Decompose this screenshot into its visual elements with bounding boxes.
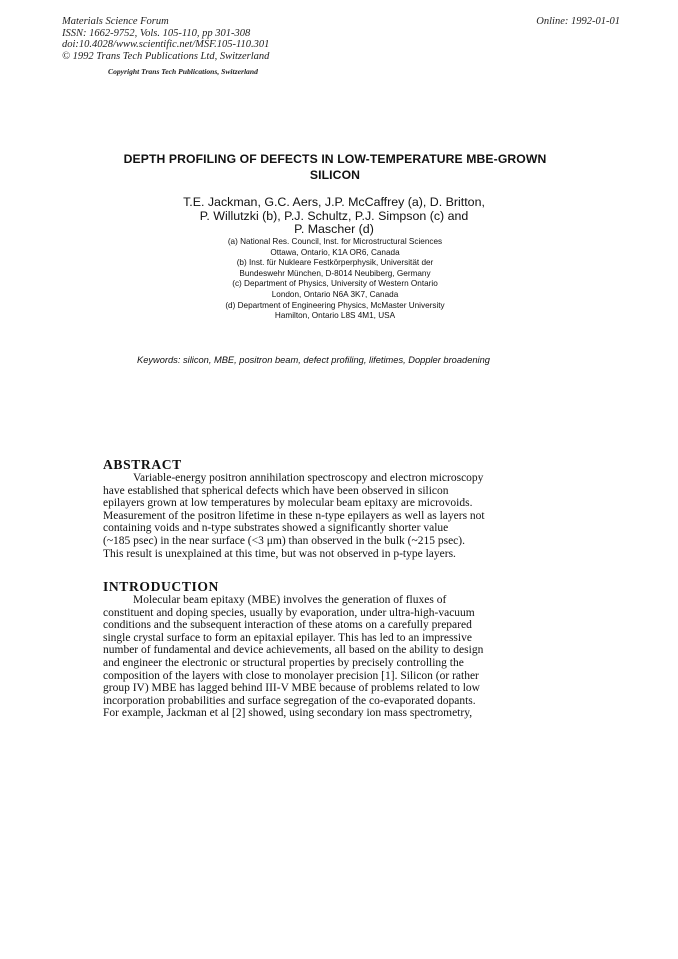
abstract-heading: ABSTRACT (103, 457, 182, 472)
text-line: group IV) MBE has lagged behind III-V MBE because of problems related to low (103, 682, 480, 695)
text-line: composition of the layers with close to monolayer precision [1]. Silicon (or rather (103, 669, 479, 682)
text-line: Variable-energy positron annihilation spectroscopy and electron microscopy (133, 472, 484, 484)
author-line: P. Willutzki (b), P.J. Schultz, P.J. Simpson (c) and (199, 208, 469, 223)
text-line: epilayers grown at low temperatures by molecular beam epitaxy are microvoids. (103, 497, 473, 510)
text-line: For example, Jackman et al [2] showed, using secondary ion mass spectrometry, (103, 707, 473, 720)
introduction-body (103, 594, 573, 720)
keywords: Keywords: silicon, MBE, positron beam, defect profiling, lifetimes, Doppler broadening (137, 355, 490, 365)
affiliation-line: (b) Inst. für Nukleare Festkörperphysik, Universität der (236, 258, 434, 268)
title-line: DEPTH PROFILING OF DEFECTS IN LOW-TEMPERATURE MBE-GROWN (123, 152, 547, 166)
journal-info (62, 16, 269, 62)
copyright-stamp: Copyright Trans Tech Publications, Switzerland (108, 67, 258, 76)
affiliation-line: Hamilton, Ontario L8S 4M1, USA (274, 311, 396, 321)
text-line: conditions and the subsequent interaction of these atoms on a carefully prepared (103, 619, 472, 632)
author-line: T.E. Jackman, G.C. Aers, J.P. McCaffrey (a), D. Britton, (183, 195, 485, 209)
introduction-heading: INTRODUCTION (103, 579, 219, 594)
title-line: SILICON (309, 168, 361, 182)
abstract-section (103, 457, 573, 560)
text-line: (~185 psec) in the near surface (<3 μm) than observed in the bulk (~215 psec). (103, 534, 465, 547)
affiliation-line: (a) National Res. Council, Inst. for Microstructural Sciences (227, 237, 443, 246)
paper-title (90, 151, 580, 183)
affiliations (130, 237, 540, 322)
journal-issn: ISSN: 1662-9752, Vols. 105-110, pp 301-308 (62, 27, 251, 39)
text-line: incorporation probabilities and surface segregation of the co-evaporated dopants. (103, 694, 476, 707)
affiliation-line: London, Ontario N6A 3K7, Canada (271, 289, 399, 299)
journal-copyright: © 1992 Trans Tech Publications Ltd, Switzerland (62, 50, 270, 62)
abstract-body (103, 472, 573, 560)
affiliation-line: Ottawa, Ontario, K1A OR6, Canada (270, 247, 400, 257)
author-line: P. Mascher (d) (294, 222, 374, 237)
affiliation-line: (d) Department of Engineering Physics, McMaster University (225, 300, 445, 310)
journal-name: Materials Science Forum (62, 16, 169, 27)
text-line: This result is unexplained at this time, but was not observed in p-type layers. (103, 547, 456, 560)
text-line: containing voids and n-type substrates showed a significantly shorter value (103, 522, 449, 535)
text-line: single crystal surface to form an epitaxial epilayer. This has led to an impressive (103, 631, 472, 644)
text-line: constituent and doping species, usually by evaporation, under ultra-high-vacuum (103, 606, 475, 619)
text-line: and engineer the electronic or structural properties by precisely controlling the (103, 656, 464, 669)
text-line: number of fundamental and device achievements, all based on the ability to design (103, 644, 484, 657)
online-date: Online: 1992-01-01 (536, 16, 620, 27)
journal-doi: doi:10.4028/www.scientific.net/MSF.105-110.301 (62, 39, 270, 51)
text-line: have established that spherical defects which have been observed in silicon (103, 484, 449, 497)
affiliation-line: Bundeswehr München, D-8014 Neubiberg, Germany (239, 268, 431, 278)
text-line: Molecular beam epitaxy (MBE) involves the generation of fluxes of (133, 594, 447, 606)
text-line: Measurement of the positron lifetime in these n-type epilayers as well as layers not (103, 509, 485, 522)
introduction-section (103, 579, 573, 720)
affiliation-line: (c) Department of Physics, University of Western Ontario (232, 279, 438, 289)
author-list (100, 196, 568, 237)
